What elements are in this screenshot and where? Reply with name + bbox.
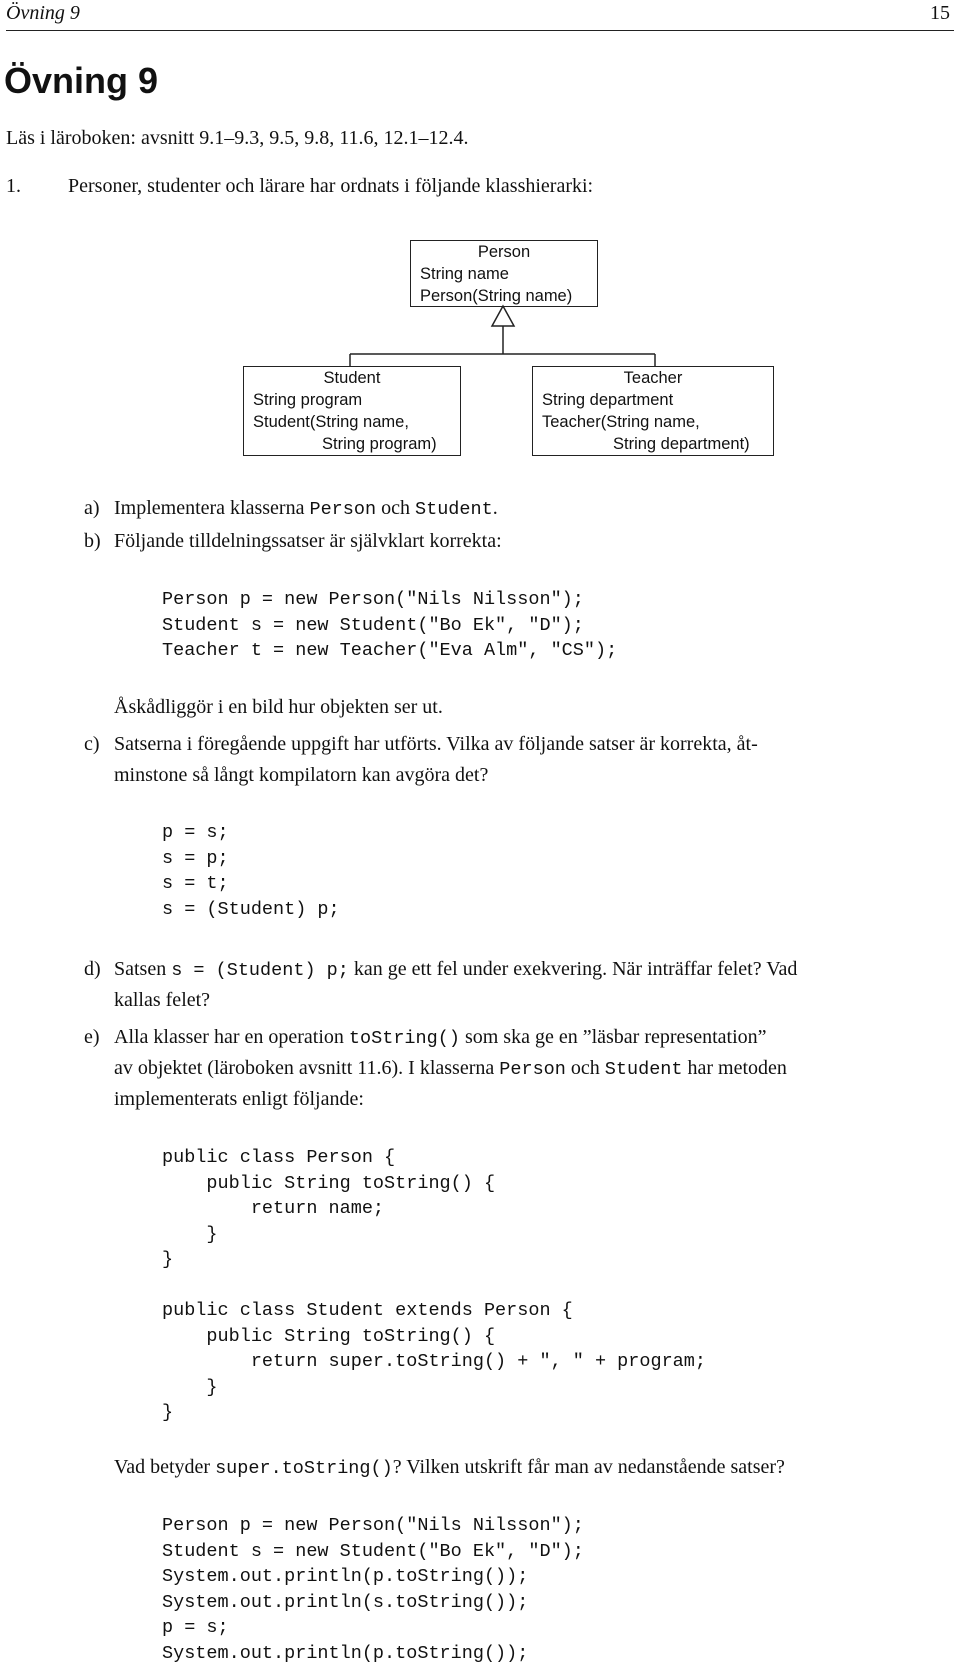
subquestion-e-question: Vad betyder super.toString()? Vilken utskrift får man av nedanstående satser? <box>114 1456 785 1479</box>
subquestion-d-line2: kallas felet? <box>114 989 211 1011</box>
running-title: Övning 9 <box>6 2 80 24</box>
subquestion-c-line1: Satserna i föregående uppgift har utförts. Vilka av följande satser är korrekta, åt- <box>114 733 758 755</box>
person-constructor: Person(String name) <box>420 287 573 305</box>
student-class-box <box>243 366 461 456</box>
student-attribute: String program <box>253 391 363 409</box>
teacher-constructor: Teacher(String name, <box>542 413 700 431</box>
subquestion-a-label: a) <box>84 497 100 519</box>
subquestion-e-line1: Alla klasser har en operation toString() som ska ge en ”läsbar representation” <box>114 1026 767 1049</box>
code-block-statements: p = s; s = p; s = t; s = (Student) p; <box>162 822 340 920</box>
person-class-box <box>410 240 598 307</box>
page-title: Övning 9 <box>4 60 159 101</box>
page-number: 15 <box>930 2 950 24</box>
subquestion-b-text: Följande tilldelningssatser är självklart korrekta: <box>114 530 502 552</box>
subquestion-c-label: c) <box>84 733 100 755</box>
student-constructor-cont: String program) <box>322 435 437 453</box>
reading-instruction: Läs i läroboken: avsnitt 9.1–9.3, 9.5, 9.8, 11.6, 12.1–12.4. <box>6 127 469 149</box>
person-attribute: String name <box>420 265 509 283</box>
subquestion-d-label: d) <box>84 958 101 980</box>
subquestion-c-line2: minstone så långt kompilatorn kan avgöra det? <box>114 764 489 786</box>
subquestion-a-text: Implementera klasserna Person och Student. <box>114 497 498 520</box>
teacher-attribute: String department <box>542 391 674 409</box>
inheritance-arrow-icon <box>492 306 514 326</box>
subquestion-e-label: e) <box>84 1026 100 1048</box>
code-block-class-definitions: public class Person { public String toString() { return name; } } public class Student extends Person { public String toString() { return super.toString() + ", " + program; } } <box>162 1147 706 1423</box>
inheritance-lines <box>0 0 960 470</box>
person-class-name: Person <box>477 243 531 261</box>
code-block-assignments: Person p = new Person("Nils Nilsson"); Student s = new Student("Bo Ek", "D"); Teacher t = new Teacher("Eva Alm", "CS"); <box>162 589 618 661</box>
teacher-class-name: Teacher <box>623 369 683 387</box>
subquestion-d-line1: Satsen s = (Student) p; kan ge ett fel under exekvering. När inträffar felet? Vad <box>114 958 798 981</box>
subquestion-e-line3: implementerats enligt följande: <box>114 1088 364 1110</box>
question-intro: Personer, studenter och lärare har ordnats i följande klasshierarki: <box>68 175 594 197</box>
subquestion-b-followup: Åskådliggör i en bild hur objekten ser ut. <box>114 696 443 718</box>
question-number: 1. <box>6 175 21 197</box>
subquestion-e-line2: av objektet (läroboken avsnitt 11.6). I klasserna Person och Student har metoden <box>114 1057 787 1080</box>
teacher-class-box <box>532 366 774 456</box>
teacher-constructor-cont: String department) <box>613 435 750 453</box>
student-class-name: Student <box>323 369 381 387</box>
student-constructor: Student(String name, <box>253 413 409 431</box>
code-block-println: Person p = new Person("Nils Nilsson"); Student s = new Student("Bo Ek", "D"); System.out.println(p.toString()); System.out.println(s.toString()); p = s; System.out.println(p.toString()); <box>162 1515 584 1664</box>
subquestion-b-label: b) <box>84 530 101 552</box>
